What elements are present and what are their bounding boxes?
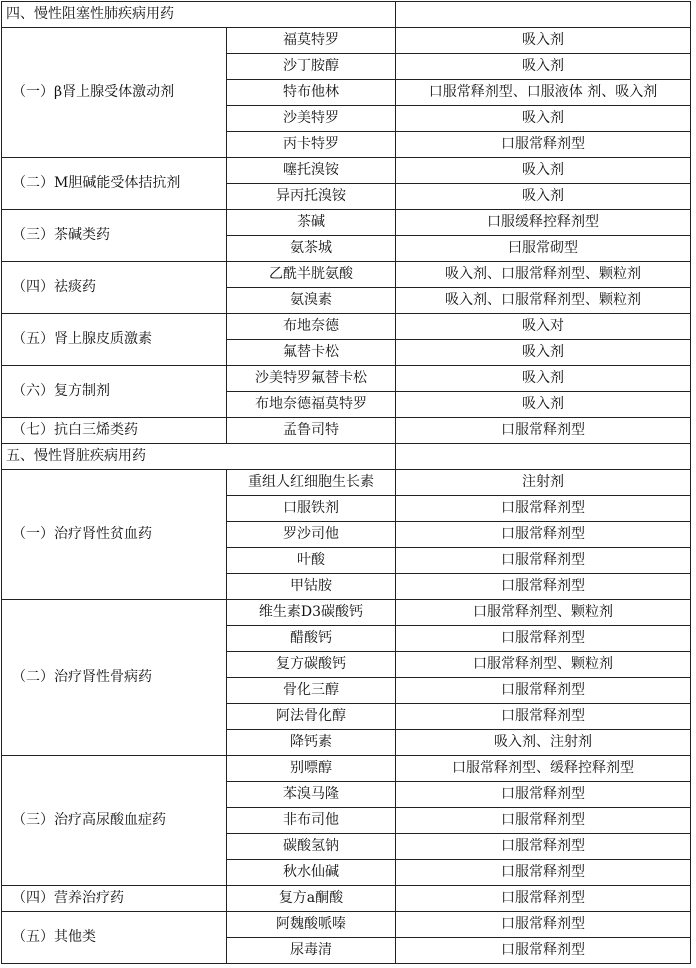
table-row: [2, 756, 691, 782]
dosage-form: 口服常释剂型: [396, 626, 691, 652]
category-label: （五）肾上腺皮质激素: [2, 314, 227, 366]
dosage-form: 口服常释剂型: [396, 418, 691, 444]
dosage-form: 口服常释剂型、颗粒剂: [396, 600, 691, 626]
dosage-form: 吸入剂: [396, 54, 691, 80]
table-row: [2, 158, 691, 184]
dosage-form: 吸入剂: [396, 340, 691, 366]
drug-name: 氨溴素: [227, 288, 396, 314]
drug-name: 尿毒清: [227, 938, 396, 964]
dosage-form: 口服常释剂型: [396, 834, 691, 860]
drug-name: 氟替卡松: [227, 340, 396, 366]
drug-name: 沙美特罗: [227, 106, 396, 132]
dosage-form: 曰服常砌型: [396, 236, 691, 262]
category-label: （四）营养治疗药: [2, 886, 227, 912]
section-header-row: [2, 2, 691, 28]
drug-name: 罗沙司他: [227, 522, 396, 548]
table-row: [2, 912, 691, 938]
table-row: [2, 314, 691, 340]
section-blank-cell: [396, 444, 691, 470]
table-row: [2, 418, 691, 444]
table-row: [2, 366, 691, 392]
drug-name: 苯溴马隆: [227, 782, 396, 808]
drug-name: 秋水仙碱: [227, 860, 396, 886]
table-row: [2, 262, 691, 288]
table-row: [2, 886, 691, 912]
dosage-form: 口服常释剂型: [396, 574, 691, 600]
category-label: （六）复方制剂: [2, 366, 227, 418]
drug-name: 碳酸氢钠: [227, 834, 396, 860]
category-label: （二）治疗肾性骨病药: [2, 600, 227, 756]
drug-name: 阿法骨化醇: [227, 704, 396, 730]
dosage-form: 吸入剂: [396, 158, 691, 184]
drug-name: 重组人红细胞生长素: [227, 470, 396, 496]
table-body: [2, 2, 691, 964]
drug-name: 噻托溴铵: [227, 158, 396, 184]
drug-name: 降钙素: [227, 730, 396, 756]
dosage-form: 口服常释剂型: [396, 704, 691, 730]
dosage-form: 吸入剂: [396, 392, 691, 418]
category-label: （五）其他类: [2, 912, 227, 964]
dosage-form: 吸入剂: [396, 106, 691, 132]
dosage-form: 吸入剂、口服常释剂型、颗粒剂: [396, 288, 691, 314]
drug-name: 氨茶城: [227, 236, 396, 262]
category-label: （一）治疗肾性贫血药: [2, 470, 227, 600]
table-row: [2, 210, 691, 236]
drug-name: 孟鲁司特: [227, 418, 396, 444]
table-row: [2, 28, 691, 54]
category-label: （三）治疗高尿酸血症药: [2, 756, 227, 886]
drug-name: 乙酰半胱氨酸: [227, 262, 396, 288]
drug-name: 福莫特罗: [227, 28, 396, 54]
dosage-form: 吸入对: [396, 314, 691, 340]
drug-name: 口服铁剂: [227, 496, 396, 522]
dosage-form: 口服常释剂型: [396, 496, 691, 522]
dosage-form: 口服常释剂型: [396, 808, 691, 834]
dosage-form: 吸入剂: [396, 184, 691, 210]
drug-name: 复方碳酸钙: [227, 652, 396, 678]
dosage-form: 口服常释剂型、缓释控释剂型: [396, 756, 691, 782]
dosage-form: 口服常释剂型: [396, 860, 691, 886]
drug-name: 阿魏酸哌嗪: [227, 912, 396, 938]
table-row: [2, 600, 691, 626]
dosage-form: 口服常释剂型: [396, 886, 691, 912]
drug-name: 异丙托溴铵: [227, 184, 396, 210]
drug-name: 骨化三醇: [227, 678, 396, 704]
drug-name: 叶酸: [227, 548, 396, 574]
drug-name: 沙丁胺醇: [227, 54, 396, 80]
dosage-form: 吸入剂: [396, 28, 691, 54]
category-label: （七）抗白三烯类药: [2, 418, 227, 444]
section-blank-cell: [396, 2, 691, 28]
section-title: 四、慢性阻塞性肺疾病用药: [2, 2, 396, 28]
section-header-row: [2, 444, 691, 470]
dosage-form: 吸入剂、口服常释剂型、颗粒剂: [396, 262, 691, 288]
drug-name: 布地奈德福莫特罗: [227, 392, 396, 418]
drug-name: 特布他林: [227, 80, 396, 106]
dosage-form: 口服常释剂型: [396, 678, 691, 704]
category-label: （二）M胆碱能受体拮抗剂: [2, 158, 227, 210]
dosage-form: 口服缓释控释剂型: [396, 210, 691, 236]
drug-name: 复方a酮酸: [227, 886, 396, 912]
dosage-form: 口服常释剂型: [396, 132, 691, 158]
dosage-form: 口服常释剂型: [396, 522, 691, 548]
drug-name: 布地奈德: [227, 314, 396, 340]
category-label: （四）祛痰药: [2, 262, 227, 314]
drug-name: 甲钴胺: [227, 574, 396, 600]
dosage-form: 口服常释剂型、颗粒剂: [396, 652, 691, 678]
dosage-form: 口服常释剂型、口服液体 剂、吸入剂: [396, 80, 691, 106]
dosage-form: 吸入剂: [396, 366, 691, 392]
dosage-form: 口服常释剂型: [396, 938, 691, 964]
drug-name: 醋酸钙: [227, 626, 396, 652]
drug-name: 沙美特罗氟替卡松: [227, 366, 396, 392]
drug-formulary-table: [1, 1, 691, 964]
drug-name: 维生素D3碳酸钙: [227, 600, 396, 626]
drug-name: 丙卡特罗: [227, 132, 396, 158]
category-label: （一）β肾上腺受体激动剂: [2, 28, 227, 158]
dosage-form: 口服常释剂型: [396, 548, 691, 574]
drug-name: 别嘌醇: [227, 756, 396, 782]
section-title: 五、慢性肾脏疾病用药: [2, 444, 396, 470]
category-label: （三）茶碱类药: [2, 210, 227, 262]
dosage-form: 口服常释剂型: [396, 912, 691, 938]
dosage-form: 注射剂: [396, 470, 691, 496]
dosage-form: 口服常释剂型: [396, 782, 691, 808]
table-row: [2, 470, 691, 496]
drug-name: 非布司他: [227, 808, 396, 834]
dosage-form: 吸入剂、注射剂: [396, 730, 691, 756]
drug-name: 茶碱: [227, 210, 396, 236]
